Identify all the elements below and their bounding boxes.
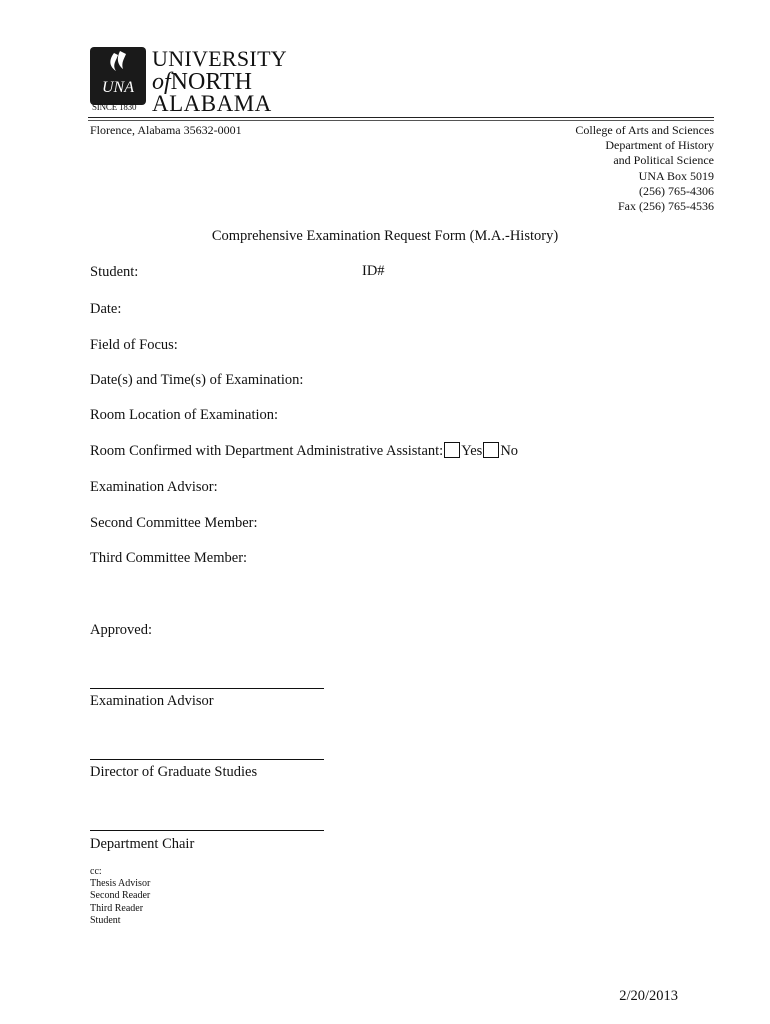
second-member-label: Second Committee Member: [90, 515, 258, 531]
room-confirmed-label: Room Confirmed with Department Administrative Assistant: [90, 443, 444, 459]
university-of: of [152, 69, 171, 95]
id-label: ID# [362, 263, 385, 279]
third-member-label: Third Committee Member: [90, 550, 248, 566]
signature-line [90, 688, 324, 689]
contact-line: (256) 765-4306 [639, 183, 714, 198]
torch-flame-icon [90, 47, 146, 105]
university-logo [90, 47, 146, 105]
cc-label: cc: [90, 866, 102, 877]
university-north: NORTH [170, 69, 252, 95]
contact-line: and Political Science [613, 153, 714, 168]
signature-department-chair: Department Chair [90, 836, 195, 852]
cc-recipient: Thesis Advisor [90, 878, 151, 890]
student-label: Student: [90, 264, 139, 280]
header-rule [88, 117, 714, 118]
form-title: Comprehensive Examination Request Form (M.A.-History) [211, 228, 559, 244]
cc-recipient: Third Reader [90, 902, 144, 914]
contact-block [575, 123, 714, 214]
field-of-focus-label: Field of Focus: [90, 337, 178, 353]
date-label: Date: [90, 301, 122, 317]
logo-mark: UNA [102, 79, 134, 96]
cc-block [90, 866, 150, 927]
yes-checkbox[interactable] [444, 442, 460, 458]
yes-label: Yes [461, 443, 483, 459]
signature-director-graduate-studies: Director of Graduate Studies [90, 764, 258, 780]
room-location-label: Room Location of Examination: [90, 407, 279, 423]
room-confirmed-row [90, 442, 518, 460]
contact-line: College of Arts and Sciences [575, 123, 714, 137]
cc-recipient: Second Reader [90, 890, 151, 902]
university-name-line3: ALABAMA [152, 91, 272, 116]
signature-exam-advisor: Examination Advisor [90, 693, 214, 709]
university-name-line1: UNIVERSITY [152, 46, 287, 71]
header-rule-thin [88, 120, 714, 121]
city-address: Florence, Alabama 35632-0001 [90, 123, 242, 137]
approved-label: Approved: [90, 622, 153, 638]
no-label: No [500, 443, 519, 459]
contact-line: Department of History [605, 138, 714, 153]
logo-since: SINCE 1830 [92, 102, 137, 112]
contact-line: Fax (256) 765-4536 [618, 199, 714, 214]
no-checkbox[interactable] [483, 442, 499, 458]
signature-line [90, 830, 324, 831]
exam-advisor-label: Examination Advisor: [90, 479, 218, 495]
cc-recipient: Student [90, 914, 121, 926]
exam-datetime-label: Date(s) and Time(s) of Examination: [90, 372, 304, 388]
signature-line [90, 759, 324, 760]
contact-line: UNA Box 5019 [638, 168, 714, 183]
footer-date: 2/20/2013 [619, 988, 678, 1004]
